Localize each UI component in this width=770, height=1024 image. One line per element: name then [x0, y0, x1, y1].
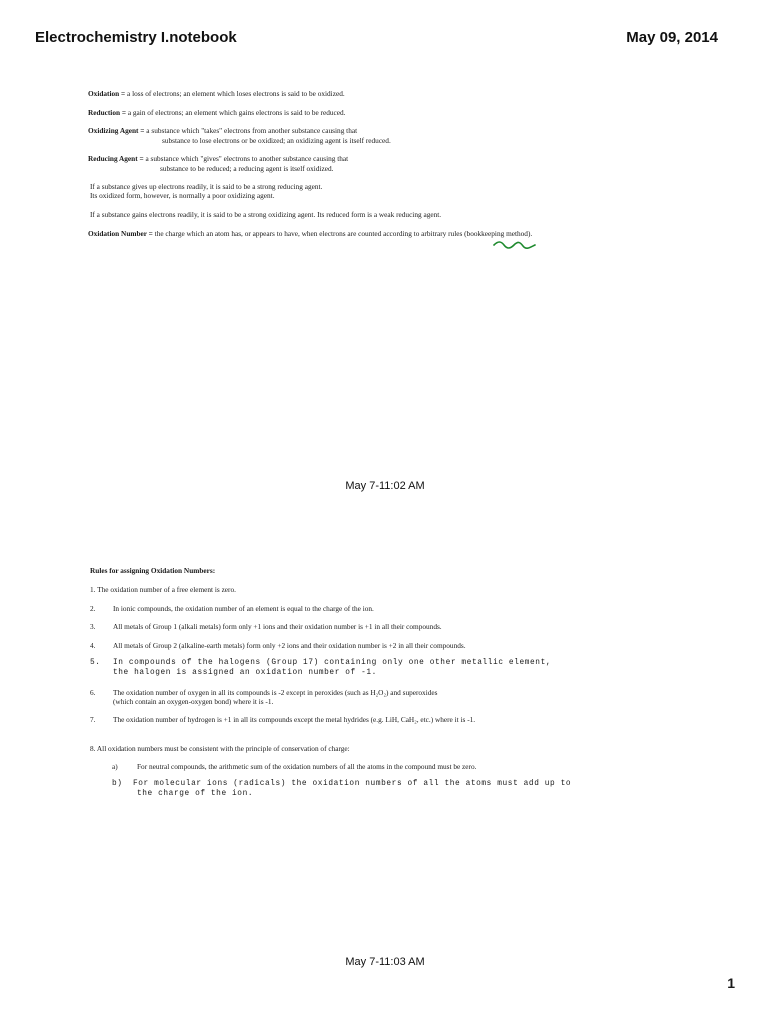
rule-8a: For neutral compounds, the arithmetic sum of the oxidation numbers of all the atoms in the compound must be zero.	[137, 762, 477, 771]
rule-3-number: 3.	[90, 622, 96, 631]
rule-6-line-1: The oxidation number of oxygen in all its compounds is -2 except in peroxides (such as H₂O₂) and superoxides	[113, 688, 438, 697]
paragraph-2: If a substance gains electrons readily, it is said to be a strong oxidizing agent. Its reduced form is a weak reducing agent.	[90, 210, 442, 219]
oxidizing-agent-definition	[88, 126, 357, 135]
reducing-agent-text-1: a substance which "gives" electrons to another substance causing that	[145, 154, 349, 163]
oxidation-number-text: the charge which an atom has, or appears to have, when electrons are counted according to arbitrary rules (bookkeeping method).	[154, 229, 533, 238]
oxidation-number-term: Oxidation Number =	[88, 229, 155, 238]
rule-7-number: 7.	[90, 715, 96, 724]
rule-8a-number: a)	[112, 762, 118, 771]
page-number: 1	[727, 975, 735, 991]
rule-5-number: 5.	[90, 659, 101, 667]
notebook-date: May 09, 2014	[626, 29, 718, 46]
oxidizing-agent-text-1: a substance which "takes" electrons from another substance causing that	[146, 126, 358, 135]
reducing-agent-term: Reducing Agent =	[88, 154, 146, 163]
rule-2: In ionic compounds, the oxidation number of an element is equal to the charge of the ion.	[113, 604, 374, 613]
oxidation-term: Oxidation =	[88, 89, 128, 98]
oxidizing-agent-text-2: substance to lose electrons or be oxidized; an oxidizing agent is itself reduced.	[162, 136, 391, 145]
rule-4: All metals of Group 2 (alkaline-earth metals) form only +2 ions and their oxidation number is +2 in all their compounds.	[113, 641, 466, 650]
rule-8b-line-1: For molecular ions (radicals) the oxidation numbers of all the atoms must add up to	[133, 780, 572, 788]
reducing-agent-text-2: substance to be reduced; a reducing agent is itself oxidized.	[160, 164, 334, 173]
paragraph-1-line-1: If a substance gives up electrons readily, it is said to be a strong reducing agent.	[90, 182, 323, 191]
page-2-timestamp: May 7-11:03 AM	[345, 956, 425, 968]
reduction-text: a gain of electrons; an element which gains electrons is said to be reduced.	[127, 108, 346, 117]
handwritten-squiggle-icon	[492, 240, 538, 252]
oxidation-text: a loss of electrons; an element which loses electrons is said to be oxidized.	[127, 89, 345, 98]
rule-2-number: 2.	[90, 604, 96, 613]
rule-5-line-2: the halogen is assigned an oxidation number of -1.	[113, 669, 377, 677]
rule-6-number: 6.	[90, 688, 96, 697]
rule-8: 8. All oxidation numbers must be consistent with the principle of conservation of charge:	[90, 744, 350, 753]
reducing-agent-definition	[88, 154, 348, 163]
oxidation-number-definition	[88, 229, 532, 238]
rule-5-line-1: In compounds of the halogens (Group 17) containing only one other metallic element,	[113, 659, 552, 667]
reduction-term: Reduction =	[88, 108, 128, 117]
paragraph-1-line-2: Its oxidized form, however, is normally a poor oxidizing agent.	[90, 191, 275, 200]
notebook-title: Electrochemistry I.notebook	[35, 29, 237, 46]
reduction-definition	[88, 108, 345, 117]
oxidation-definition	[88, 89, 345, 98]
rule-3: All metals of Group 1 (alkali metals) form only +1 ions and their oxidation number is +1 in all their compounds.	[113, 622, 442, 631]
rule-8b-line-2: the charge of the ion.	[137, 790, 254, 798]
rule-1: 1. The oxidation number of a free element is zero.	[90, 585, 236, 594]
rules-title: Rules for assigning Oxidation Numbers:	[90, 566, 216, 575]
rule-8b-number: b)	[112, 780, 123, 788]
rule-7: The oxidation number of hydrogen is +1 in all its compounds except the metal hydrides (e.g. LiH, CaH₂, etc.) where it is -1.	[113, 715, 476, 724]
oxidizing-agent-term: Oxidizing Agent =	[88, 126, 147, 135]
rule-4-number: 4.	[90, 641, 96, 650]
page-1-timestamp: May 7-11:02 AM	[345, 480, 425, 492]
rule-6-line-2: (which contain an oxygen-oxygen bond) where it is -1.	[113, 697, 274, 706]
